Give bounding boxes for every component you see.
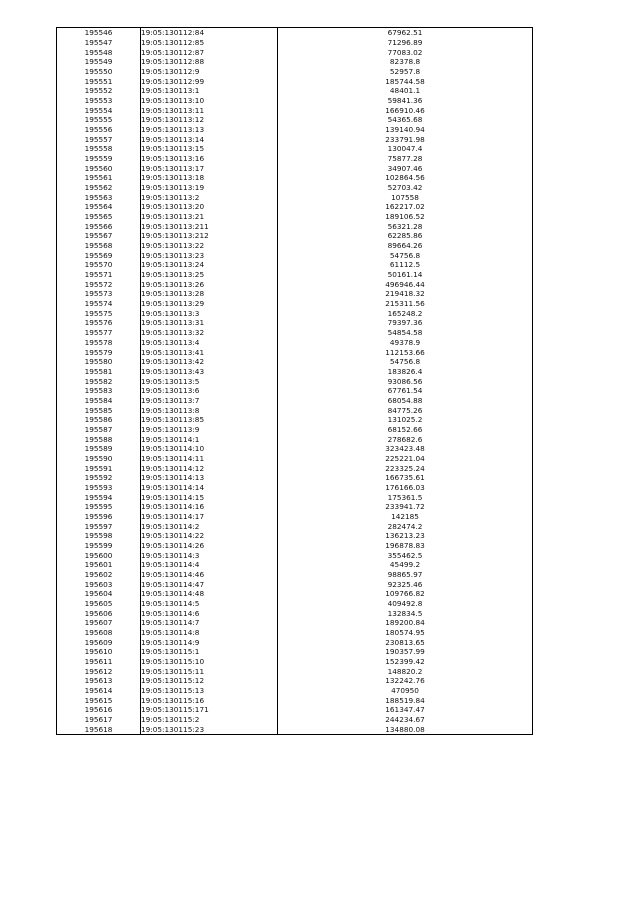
row-id-cell: 195603 [57,579,141,589]
table-row [57,386,533,396]
amount-cell: 71296.89 [278,38,533,48]
table-row [57,357,533,367]
timestamp-cell: 19:05:130114:14 [141,483,278,493]
amount-cell: 282474.2 [278,521,533,531]
table-row [57,647,533,657]
row-id-cell: 195593 [57,483,141,493]
row-id-cell: 195566 [57,221,141,231]
row-id-cell: 195605 [57,599,141,609]
timestamp-cell: 19:05:130115:1 [141,647,278,657]
amount-cell: 67761.54 [278,386,533,396]
amount-cell: 196878.83 [278,541,533,551]
amount-cell: 84775.26 [278,405,533,415]
timestamp-cell: 19:05:130112:88 [141,57,278,67]
table-row [57,550,533,560]
timestamp-cell: 19:05:130115:23 [141,724,278,734]
row-id-cell: 195548 [57,47,141,57]
amount-cell: 189106.52 [278,212,533,222]
row-id-cell: 195606 [57,608,141,618]
amount-cell: 130047.4 [278,144,533,154]
row-id-cell: 195586 [57,415,141,425]
timestamp-cell: 19:05:130113:12 [141,115,278,125]
timestamp-cell: 19:05:130113:28 [141,289,278,299]
timestamp-cell: 19:05:130113:3 [141,308,278,318]
table-row [57,666,533,676]
row-id-cell: 195588 [57,434,141,444]
timestamp-cell: 19:05:130113:9 [141,425,278,435]
table-row [57,57,533,67]
timestamp-cell: 19:05:130113:10 [141,96,278,106]
amount-cell: 355462.5 [278,550,533,560]
amount-cell: 52957.8 [278,67,533,77]
amount-cell: 92325.46 [278,579,533,589]
row-id-cell: 195598 [57,531,141,541]
table-row [57,637,533,647]
table-row [57,163,533,173]
amount-cell: 244234.67 [278,715,533,725]
row-id-cell: 195613 [57,676,141,686]
row-id-cell: 195617 [57,715,141,725]
amount-cell: 61112.5 [278,260,533,270]
table-row [57,676,533,686]
row-id-cell: 195570 [57,260,141,270]
amount-cell: 148820.2 [278,666,533,676]
table-row [57,260,533,270]
amount-cell: 188519.84 [278,695,533,705]
amount-cell: 68152.66 [278,425,533,435]
timestamp-cell: 19:05:130114:12 [141,463,278,473]
amount-cell: 107558 [278,192,533,202]
timestamp-cell: 19:05:130113:16 [141,154,278,164]
timestamp-cell: 19:05:130114:15 [141,492,278,502]
row-id-cell: 195554 [57,105,141,115]
timestamp-cell: 19:05:130113:26 [141,279,278,289]
amount-cell: 79397.36 [278,318,533,328]
table-row [57,570,533,580]
table-row [57,76,533,86]
timestamp-cell: 19:05:130113:7 [141,396,278,406]
row-id-cell: 195585 [57,405,141,415]
timestamp-cell: 19:05:130115:10 [141,657,278,667]
timestamp-cell: 19:05:130114:9 [141,637,278,647]
table-row [57,67,533,77]
amount-cell: 223325.24 [278,463,533,473]
row-id-cell: 195584 [57,396,141,406]
amount-cell: 470950 [278,686,533,696]
timestamp-cell: 19:05:130113:23 [141,250,278,260]
row-id-cell: 195574 [57,299,141,309]
table-row [57,434,533,444]
row-id-cell: 195549 [57,57,141,67]
table-row [57,579,533,589]
row-id-cell: 195580 [57,357,141,367]
timestamp-cell: 19:05:130113:85 [141,415,278,425]
table-row [57,96,533,106]
row-id-cell: 195550 [57,67,141,77]
row-id-cell: 195577 [57,328,141,338]
row-id-cell: 195596 [57,512,141,522]
amount-cell: 176166.03 [278,483,533,493]
table-row [57,86,533,96]
amount-cell: 166735.61 [278,473,533,483]
row-id-cell: 195594 [57,492,141,502]
table-row [57,308,533,318]
amount-cell: 233791.98 [278,134,533,144]
table-row [57,695,533,705]
row-id-cell: 195581 [57,367,141,377]
amount-cell: 54365.68 [278,115,533,125]
table-row [57,396,533,406]
timestamp-cell: 19:05:130115:16 [141,695,278,705]
timestamp-cell: 19:05:130112:99 [141,76,278,86]
timestamp-cell: 19:05:130114:4 [141,560,278,570]
amount-cell: 161347.47 [278,705,533,715]
amount-cell: 98865.97 [278,570,533,580]
amount-cell: 50161.14 [278,270,533,280]
timestamp-cell: 19:05:130113:1 [141,86,278,96]
row-id-cell: 195612 [57,666,141,676]
table-row [57,502,533,512]
data-table [56,27,533,735]
table-row [57,425,533,435]
timestamp-cell: 19:05:130114:46 [141,570,278,580]
table-row [57,618,533,628]
table-row [57,173,533,183]
timestamp-cell: 19:05:130113:43 [141,367,278,377]
table-row [57,541,533,551]
timestamp-cell: 19:05:130113:13 [141,125,278,135]
timestamp-cell: 19:05:130113:8 [141,405,278,415]
amount-cell: 233941.72 [278,502,533,512]
timestamp-cell: 19:05:130114:5 [141,599,278,609]
amount-cell: 48401.1 [278,86,533,96]
amount-cell: 67962.51 [278,28,533,38]
timestamp-cell: 19:05:130113:22 [141,241,278,251]
row-id-cell: 195599 [57,541,141,551]
row-id-cell: 195600 [57,550,141,560]
table-row [57,154,533,164]
timestamp-cell: 19:05:130113:32 [141,328,278,338]
amount-cell: 185744.58 [278,76,533,86]
table-row [57,270,533,280]
table-row [57,608,533,618]
row-id-cell: 195609 [57,637,141,647]
timestamp-cell: 19:05:130114:10 [141,444,278,454]
amount-cell: 132242.76 [278,676,533,686]
amount-cell: 132834.5 [278,608,533,618]
row-id-cell: 195611 [57,657,141,667]
row-id-cell: 195604 [57,589,141,599]
row-id-cell: 195583 [57,386,141,396]
timestamp-cell: 19:05:130113:2 [141,192,278,202]
table-row [57,289,533,299]
timestamp-cell: 19:05:130113:29 [141,299,278,309]
row-id-cell: 195572 [57,279,141,289]
table-row [57,724,533,734]
row-id-cell: 195569 [57,250,141,260]
amount-cell: 75877.28 [278,154,533,164]
amount-cell: 89664.26 [278,241,533,251]
timestamp-cell: 19:05:130114:2 [141,521,278,531]
timestamp-cell: 19:05:130113:42 [141,357,278,367]
timestamp-cell: 19:05:130115:171 [141,705,278,715]
amount-cell: 54756.8 [278,250,533,260]
timestamp-cell: 19:05:130113:19 [141,183,278,193]
table-row [57,279,533,289]
row-id-cell: 195559 [57,154,141,164]
row-id-cell: 195591 [57,463,141,473]
timestamp-cell: 19:05:130113:24 [141,260,278,270]
timestamp-cell: 19:05:130113:25 [141,270,278,280]
timestamp-cell: 19:05:130113:14 [141,134,278,144]
row-id-cell: 195565 [57,212,141,222]
row-id-cell: 195601 [57,560,141,570]
amount-cell: 68054.88 [278,396,533,406]
row-id-cell: 195552 [57,86,141,96]
timestamp-cell: 19:05:130114:7 [141,618,278,628]
amount-cell: 77083.02 [278,47,533,57]
timestamp-cell: 19:05:130113:212 [141,231,278,241]
timestamp-cell: 19:05:130113:21 [141,212,278,222]
timestamp-cell: 19:05:130114:1 [141,434,278,444]
table-row [57,367,533,377]
table-row [57,463,533,473]
row-id-cell: 195564 [57,202,141,212]
timestamp-cell: 19:05:130114:8 [141,628,278,638]
amount-cell: 278682.6 [278,434,533,444]
amount-cell: 230813.65 [278,637,533,647]
amount-cell: 56321.28 [278,221,533,231]
row-id-cell: 195558 [57,144,141,154]
amount-cell: 219418.32 [278,289,533,299]
row-id-cell: 195546 [57,28,141,38]
table-row [57,231,533,241]
amount-cell: 52703.42 [278,183,533,193]
table-row [57,521,533,531]
timestamp-cell: 19:05:130112:84 [141,28,278,38]
table-row [57,347,533,357]
timestamp-cell: 19:05:130113:15 [141,144,278,154]
amount-cell: 54756.8 [278,357,533,367]
table-row [57,183,533,193]
row-id-cell: 195561 [57,173,141,183]
timestamp-cell: 19:05:130114:47 [141,579,278,589]
row-id-cell: 195563 [57,192,141,202]
timestamp-cell: 19:05:130114:17 [141,512,278,522]
row-id-cell: 195615 [57,695,141,705]
row-id-cell: 195602 [57,570,141,580]
row-id-cell: 195578 [57,338,141,348]
table-row [57,115,533,125]
table-row [57,144,533,154]
timestamp-cell: 19:05:130113:31 [141,318,278,328]
timestamp-cell: 19:05:130115:2 [141,715,278,725]
table-row [57,212,533,222]
amount-cell: 109766.82 [278,589,533,599]
table-row [57,241,533,251]
amount-cell: 45499.2 [278,560,533,570]
amount-cell: 49378.9 [278,338,533,348]
row-id-cell: 195571 [57,270,141,280]
table-row [57,657,533,667]
amount-cell: 189200.84 [278,618,533,628]
table-row [57,492,533,502]
amount-cell: 59841.36 [278,96,533,106]
row-id-cell: 195567 [57,231,141,241]
amount-cell: 162217.02 [278,202,533,212]
row-id-cell: 195556 [57,125,141,135]
timestamp-cell: 19:05:130115:12 [141,676,278,686]
amount-cell: 136213.23 [278,531,533,541]
timestamp-cell: 19:05:130113:18 [141,173,278,183]
table-row [57,473,533,483]
table-row [57,560,533,570]
row-id-cell: 195587 [57,425,141,435]
timestamp-cell: 19:05:130113:11 [141,105,278,115]
table-row [57,705,533,715]
timestamp-cell: 19:05:130113:4 [141,338,278,348]
timestamp-cell: 19:05:130112:9 [141,67,278,77]
row-id-cell: 195551 [57,76,141,86]
table-row [57,589,533,599]
table-row [57,299,533,309]
row-id-cell: 195592 [57,473,141,483]
row-id-cell: 195590 [57,454,141,464]
row-id-cell: 195553 [57,96,141,106]
amount-cell: 54854.58 [278,328,533,338]
amount-cell: 183826.4 [278,367,533,377]
table-row [57,628,533,638]
timestamp-cell: 19:05:130114:11 [141,454,278,464]
row-id-cell: 195608 [57,628,141,638]
timestamp-cell: 19:05:130115:13 [141,686,278,696]
timestamp-cell: 19:05:130113:41 [141,347,278,357]
table-row [57,599,533,609]
table-row [57,686,533,696]
table-row [57,338,533,348]
table-row [57,444,533,454]
timestamp-cell: 19:05:130114:16 [141,502,278,512]
amount-cell: 215311.56 [278,299,533,309]
table-row [57,28,533,38]
table-row [57,105,533,115]
row-id-cell: 195562 [57,183,141,193]
table-row [57,483,533,493]
row-id-cell: 195614 [57,686,141,696]
timestamp-cell: 19:05:130113:6 [141,386,278,396]
table-row [57,318,533,328]
row-id-cell: 195597 [57,521,141,531]
table-row [57,47,533,57]
amount-cell: 175361.5 [278,492,533,502]
timestamp-cell: 19:05:130113:20 [141,202,278,212]
amount-cell: 152399.42 [278,657,533,667]
amount-cell: 134880.08 [278,724,533,734]
timestamp-cell: 19:05:130113:17 [141,163,278,173]
amount-cell: 190357.99 [278,647,533,657]
row-id-cell: 195589 [57,444,141,454]
table-row [57,38,533,48]
table-row [57,405,533,415]
amount-cell: 165248.2 [278,308,533,318]
timestamp-cell: 19:05:130114:13 [141,473,278,483]
table-body [57,28,533,735]
timestamp-cell: 19:05:130113:211 [141,221,278,231]
row-id-cell: 195595 [57,502,141,512]
table-row [57,221,533,231]
amount-cell: 34907.46 [278,163,533,173]
row-id-cell: 195568 [57,241,141,251]
table-row [57,454,533,464]
table-row [57,134,533,144]
row-id-cell: 195560 [57,163,141,173]
table-row [57,512,533,522]
timestamp-cell: 19:05:130115:11 [141,666,278,676]
row-id-cell: 195557 [57,134,141,144]
row-id-cell: 195575 [57,308,141,318]
table-row [57,376,533,386]
amount-cell: 225221.04 [278,454,533,464]
timestamp-cell: 19:05:130114:48 [141,589,278,599]
timestamp-cell: 19:05:130114:3 [141,550,278,560]
table-row [57,250,533,260]
table-row [57,125,533,135]
amount-cell: 139140.94 [278,125,533,135]
timestamp-cell: 19:05:130112:85 [141,38,278,48]
amount-cell: 180574.95 [278,628,533,638]
amount-cell: 496946.44 [278,279,533,289]
table-row [57,715,533,725]
amount-cell: 166910.46 [278,105,533,115]
amount-cell: 409492.8 [278,599,533,609]
table-row [57,415,533,425]
row-id-cell: 195576 [57,318,141,328]
amount-cell: 93086.56 [278,376,533,386]
amount-cell: 62285.86 [278,231,533,241]
row-id-cell: 195610 [57,647,141,657]
timestamp-cell: 19:05:130114:22 [141,531,278,541]
row-id-cell: 195616 [57,705,141,715]
timestamp-cell: 19:05:130114:26 [141,541,278,551]
row-id-cell: 195573 [57,289,141,299]
amount-cell: 142185 [278,512,533,522]
amount-cell: 112153.66 [278,347,533,357]
table-row [57,328,533,338]
row-id-cell: 195579 [57,347,141,357]
amount-cell: 131025.2 [278,415,533,425]
row-id-cell: 195618 [57,724,141,734]
row-id-cell: 195582 [57,376,141,386]
table-row [57,202,533,212]
table-row [57,192,533,202]
timestamp-cell: 19:05:130113:5 [141,376,278,386]
amount-cell: 323423.48 [278,444,533,454]
row-id-cell: 195607 [57,618,141,628]
row-id-cell: 195547 [57,38,141,48]
timestamp-cell: 19:05:130112:87 [141,47,278,57]
timestamp-cell: 19:05:130114:6 [141,608,278,618]
table-row [57,531,533,541]
amount-cell: 102864.56 [278,173,533,183]
row-id-cell: 195555 [57,115,141,125]
amount-cell: 82378.8 [278,57,533,67]
